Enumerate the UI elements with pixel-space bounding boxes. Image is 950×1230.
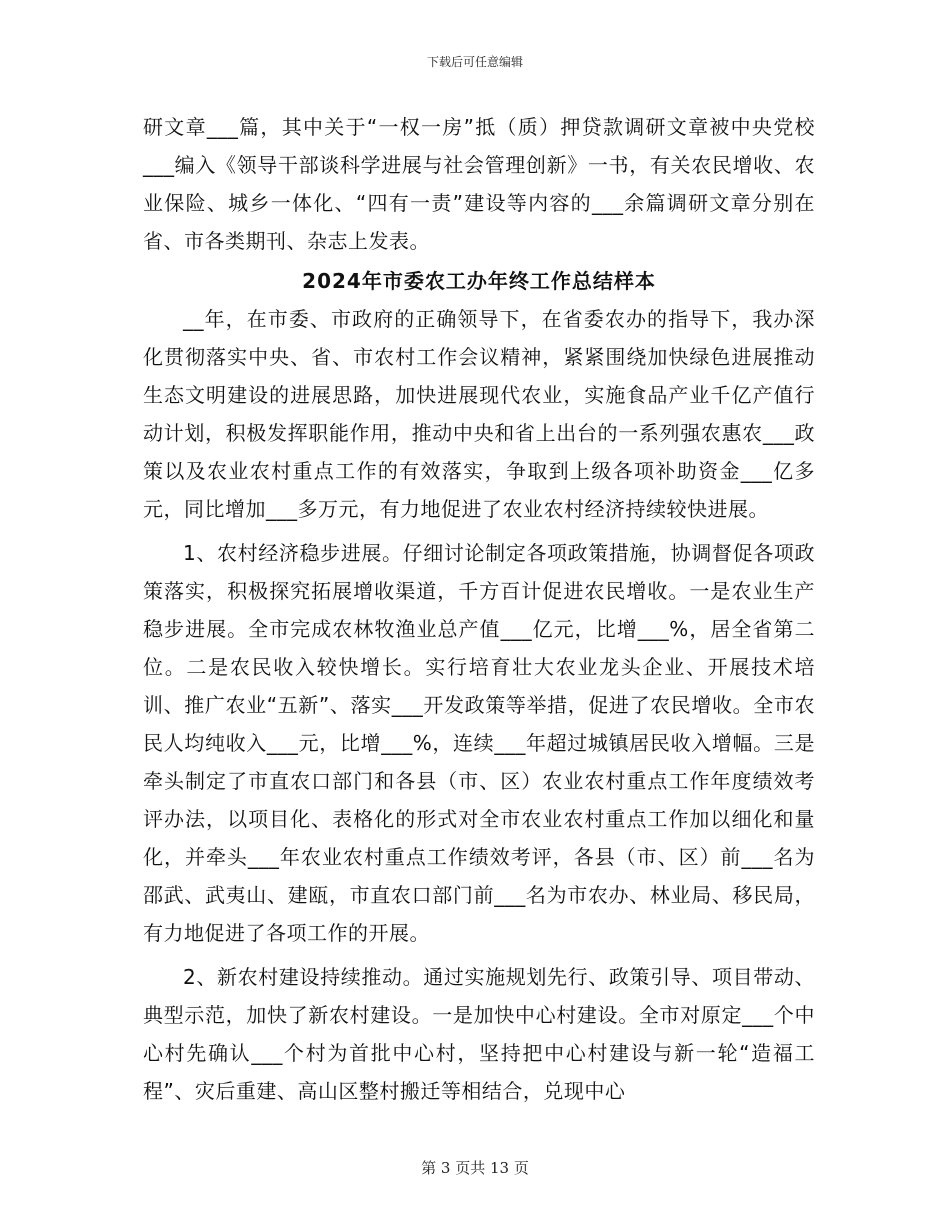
document-body — [143, 108, 815, 1110]
paragraph-new-countryside: 2、新农村建设持续推动。通过实施规划先行、政策引导、项目带动、典型示范，加快了新农村建设。一是加快中心村建设。全市对原定___个中心村先确认___个村为首批中心村，坚持把中心村建设与新一轮“造福工程”、灾后重建、高山区整村搬迁等相结合，兑现中心 — [143, 965, 815, 1103]
header-note: 下载后可任意编辑 — [426, 55, 523, 69]
paragraph-intro: __年，在市委、市政府的正确领导下，在省委农办的指导下，我办深化贯彻落实中央、省、市农村工作会议精神，紧紧围绕加快绿色进展推动生态文明建设的进展思路，加快进展现代农业，实施食品产业千亿产值行动计划，积极发挥职能作用，推动中央和省上出台的一系列强农惠农___政策以及农业农村重点工作的有效落实，争取到上级各项补助资金___亿多元，同比增加___多万元，有力地促进了农业农村经济持续较快进展。 — [143, 307, 815, 521]
paragraph-rural-economy: 1、农村经济稳步进展。仔细讨论制定各项政策措施，协调督促各项政策落实，积极探究拓展增收渠道，千方百计促进农民增收。一是农业生产稳步进展。全市完成农林牧渔业总产值___亿元，比增___%，居全省第二位。二是农民收入较快增长。实行培育壮大农业龙头企业、开展技术培训、推广农业“五新”、落实___开发政策等举措，促进了农民增收。全市农民人均纯收入___元，比增___%，连续___年超过城镇居民收入增幅。三是牵头制定了市直农口部门和各县（市、区）农业农村重点工作年度绩效考评办法，以项目化、表格化的形式对全市农业农村重点工作加以细化和量化，并牵头___年农业农村重点工作绩效考评，各县（市、区）前___名为邵武、武夷山、建瓯，市直农口部门前___名为市农办、林业局、移民局，有力地促进了各项工作的开展。 — [143, 541, 815, 945]
document-title: 2024年市委农工办年终工作总结样本 — [302, 269, 656, 293]
page-number: 第 3 页共 13 页 — [421, 1159, 529, 1177]
lead-paragraph: 研文章___篇，其中关于“一权一房”抵（质）押贷款调研文章被中央党校___编入《领导干部谈科学进展与社会管理创新》一书，有关农民增收、农业保险、城乡一体化、“四有一责”建设等内容的___余篇调研文章分别在省、市各类期刊、杂志上发表。 — [143, 115, 815, 253]
